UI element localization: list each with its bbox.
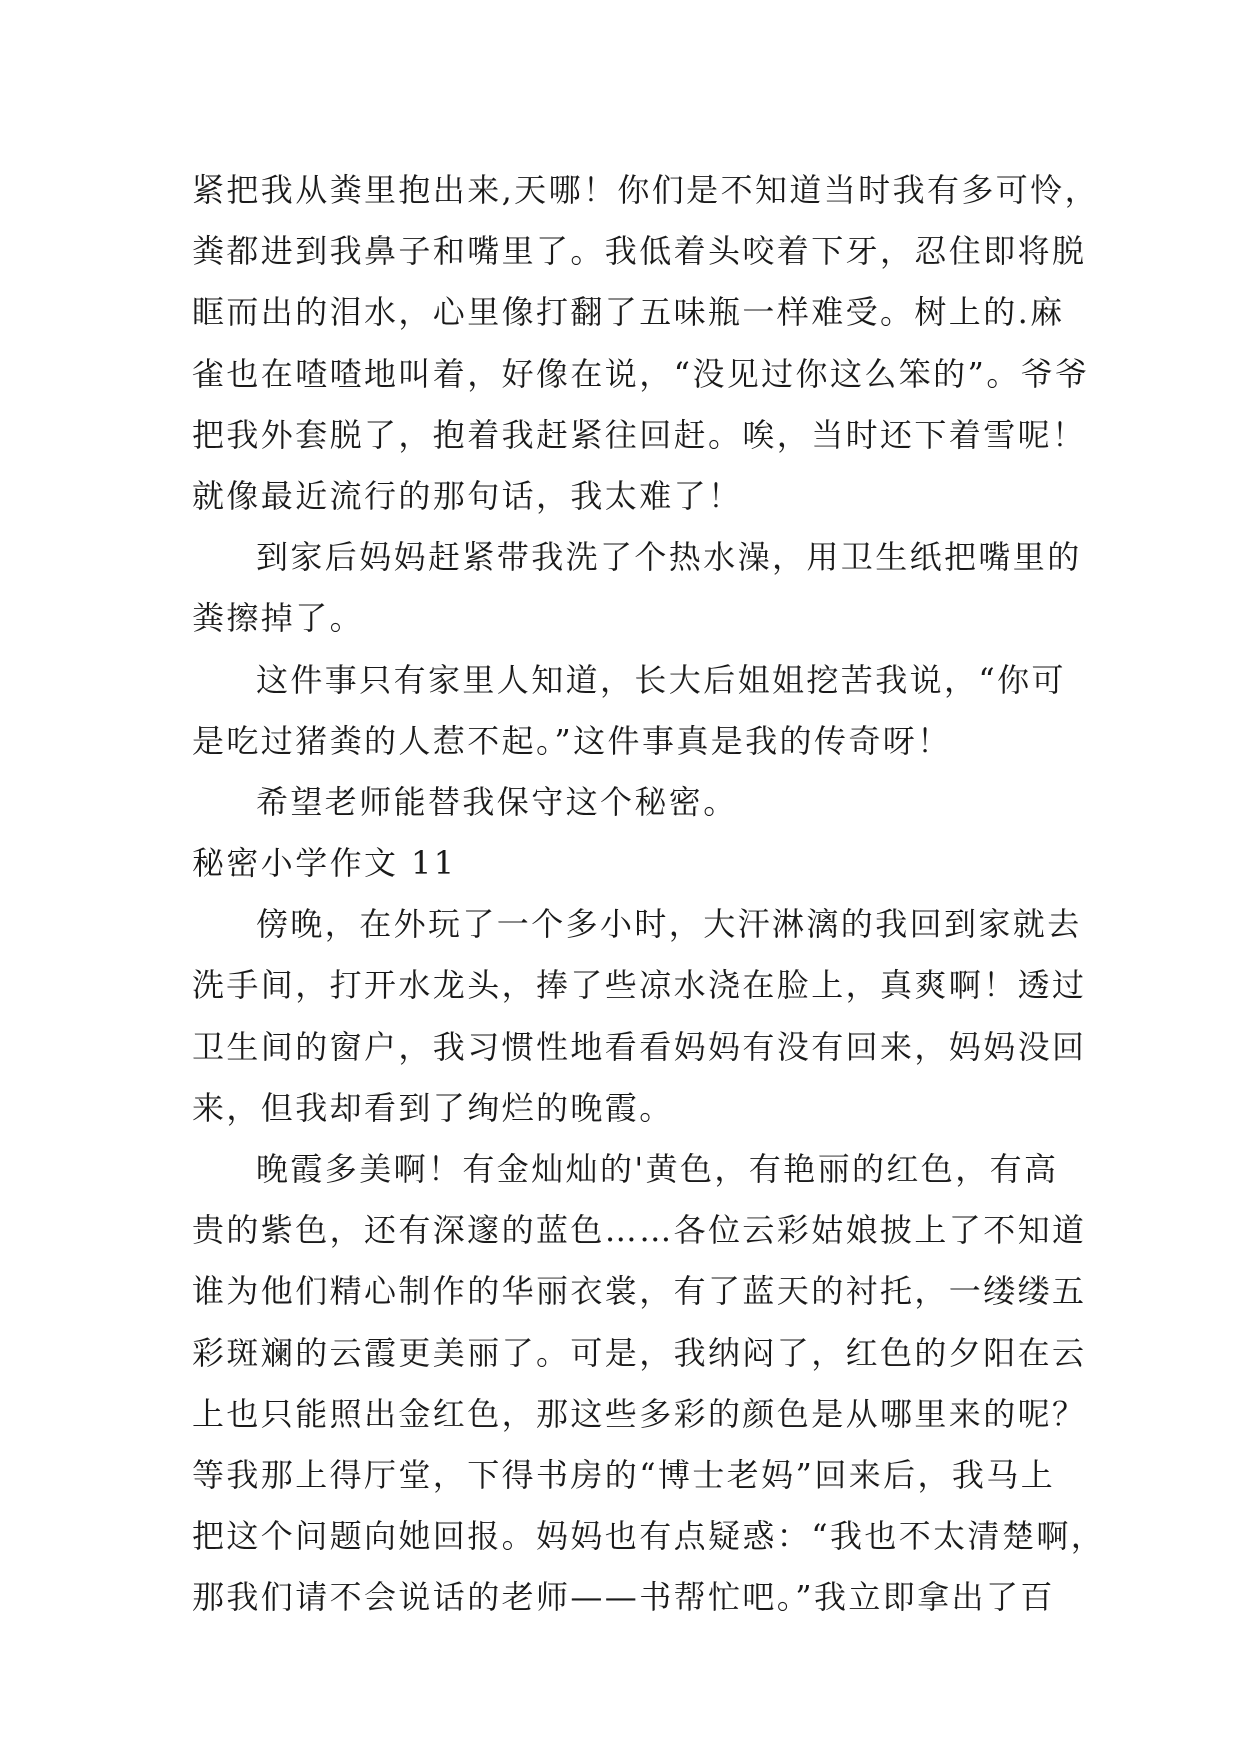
text-line: 卫生间的窗户，我习惯性地看看妈妈有没有回来，妈妈没回: [192, 1027, 1087, 1066]
text-line: 贵的紫色，还有深邃的蓝色……各位云彩姑娘披上了不知道: [192, 1211, 1087, 1250]
text-line: 粪擦掉了。: [192, 599, 365, 638]
text-line: 谁为他们精心制作的华丽衣裳，有了蓝天的衬托，一缕缕五: [192, 1272, 1087, 1311]
text-line: 上也只能照出金红色，那这些多彩的颜色是从哪里来的呢？: [192, 1394, 1087, 1433]
text-line: 就像最近流行的那句话，我太难了！: [192, 476, 743, 515]
text-line: 雀也在喳喳地叫着，好像在说，“没见过你这么笨的”。爷爷: [192, 354, 1090, 393]
text-line: 紧把我从粪里抱出来,天哪！你们是不知道当时我有多可怜，: [192, 171, 1099, 209]
text-line: 傍晚，在外玩了一个多小时，大汗淋漓的我回到家就去: [256, 905, 1082, 944]
text-line: 晚霞多美啊！有金灿灿的'黄色，有艳丽的红色，有高: [256, 1150, 1059, 1188]
text-line: 等我那上得厅堂，下得书房的“博士老妈”回来后，我马上: [192, 1455, 1056, 1494]
text-line: 把这个问题向她回报。妈妈也有点疑惑：“我也不太清楚啊，: [192, 1517, 1106, 1556]
essay-text: [192, 160, 1106, 1629]
text-line: 到家后妈妈赶紧带我洗了个热水澡，用卫生纸把嘴里的: [256, 538, 1082, 577]
text-line: 希望老师能替我保守这个秘密。: [256, 782, 738, 821]
text-line: 来，但我却看到了绚烂的晚霞。: [192, 1088, 674, 1127]
text-line: 把我外套脱了，抱着我赶紧往回赶。唉，当时还下着雪呢！: [192, 415, 1087, 454]
text-line: 秘密小学作文 11: [192, 844, 457, 883]
text-line: 粪都进到我鼻子和嘴里了。我低着头咬着下牙，忍住即将脱: [192, 232, 1087, 271]
text-line: 这件事只有家里人知道，长大后姐姐挖苦我说，“你可: [256, 660, 1066, 699]
text-line: 是吃过猪粪的人惹不起。”这件事真是我的传奇呀！: [192, 721, 952, 760]
text-line: 彩斑斓的云霞更美丽了。可是，我纳闷了，红色的夕阳在云: [192, 1333, 1087, 1372]
text-line: 洗手间，打开水龙头，捧了些凉水浇在脸上，真爽啊！透过: [192, 966, 1087, 1005]
text-line: 眶而出的泪水，心里像打翻了五味瓶一样难受。树上的.麻: [192, 293, 1065, 332]
text-line: 那我们请不会说话的老师——书帮忙吧。”我立即拿出了百: [192, 1578, 1055, 1617]
